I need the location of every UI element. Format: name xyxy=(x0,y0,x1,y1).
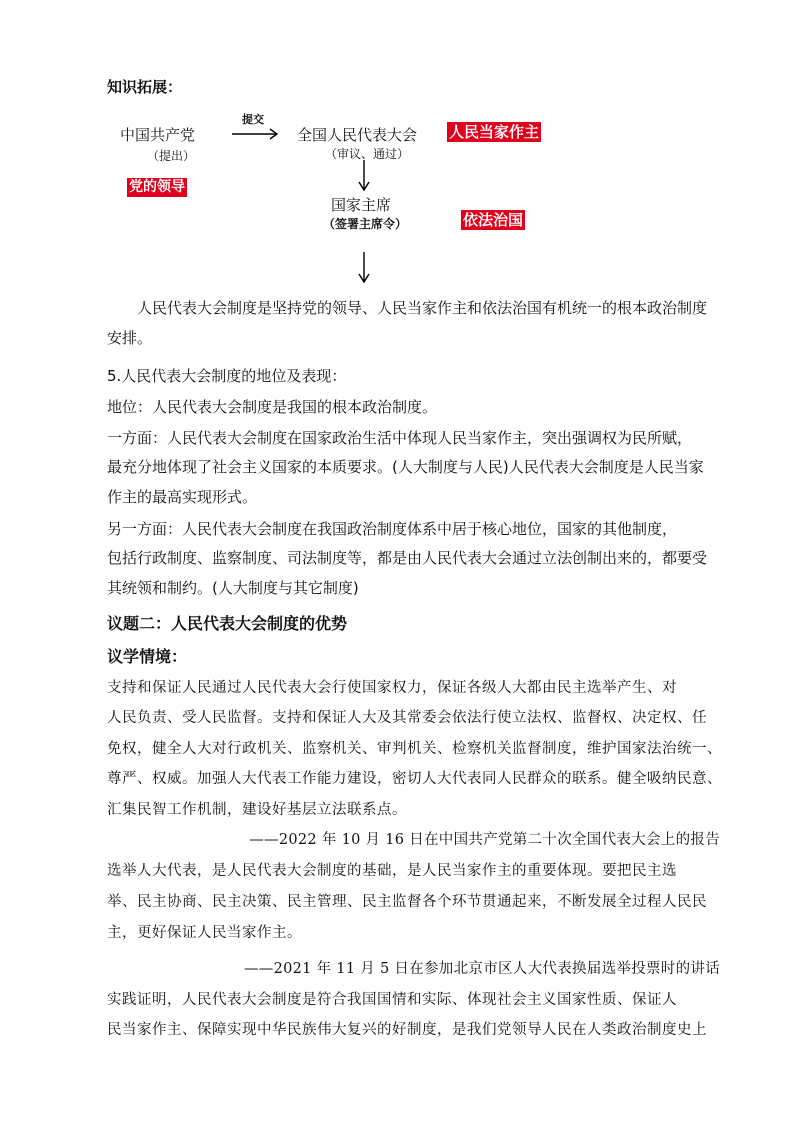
president-label: 国家主席 xyxy=(331,196,392,214)
topic-2-heading: 议题二：人民代表大会制度的优势 xyxy=(107,614,348,633)
paragraph-line: 最充分地体现了社会主义国家的本质要求。(人大制度与人民)人民代表大会制度是人民当家 xyxy=(107,458,704,476)
paragraph-line: 作主的最高实现形式。 xyxy=(107,488,258,506)
quote-source: ——2022 年 10 月 16 日在中国共产党第二十次全国代表大会上的报告 xyxy=(249,832,720,848)
quote-line: 免权，健全人大对行政机关、监察机关、审判机关、检察机关监督制度，维护国家法治统一、 xyxy=(107,741,722,757)
npc-sub-label: （审议、通过） xyxy=(325,147,410,161)
paragraph-line: 其统领和制约。(人大制度与其它制度) xyxy=(107,579,359,597)
quote-line: 民当家作主、保障实现中华民族伟大复兴的好制度，是我们党领导人民在人类政治制度史上 xyxy=(107,1022,707,1038)
quote-source: ——2021 年 11 月 5 日在参加北京市区人大代表换届选举投票时的讲话 xyxy=(243,961,720,977)
people-master-badge: 人民当家作主 xyxy=(449,123,540,141)
down-arrow-icon-2 xyxy=(357,252,371,284)
quote-line: 汇集民智工作机制，建设好基层立法联系点。 xyxy=(107,802,407,818)
down-arrow-icon xyxy=(357,160,371,192)
status-line: 地位：人民代表大会制度是我国的根本政治制度。 xyxy=(107,398,438,416)
paragraph-line: 安排。 xyxy=(107,329,153,347)
president-sub-label: （签署主席令） xyxy=(323,217,408,231)
quote-line: 选举人大代表，是人民代表大会制度的基础，是人民当家作主的重要体现。要把民主选 xyxy=(107,863,677,879)
knowledge-extension-heading: 知识拓展： xyxy=(107,78,183,96)
party-label: 中国共产党 xyxy=(120,126,196,144)
quote-line: 举、民主协商、民主决策、民主管理、民主监督各个环节贯通起来，不断发展全过程人民民 xyxy=(107,894,707,910)
rule-of-law-badge: 依法治国 xyxy=(463,211,524,229)
right-arrow-icon xyxy=(232,128,280,140)
paragraph-line: 包括行政制度、监察制度、司法制度等，都是由人民代表大会通过立法创制出来的，都要受 xyxy=(107,549,708,567)
paragraph-line: 一方面：人民代表大会制度在国家政治生活中体现人民当家作主，突出强调权为民所赋， xyxy=(107,429,693,447)
submit-label: 提交 xyxy=(242,113,264,126)
quote-line: 实践证明，人民代表大会制度是符合我国国情和实际、体现社会主义国家性质、保证人 xyxy=(107,992,677,1008)
paragraph-line: 另一方面：人民代表大会制度在我国政治制度体系中居于核心地位，国家的其他制度， xyxy=(107,520,678,538)
quote-line: 支持和保证人民通过人民代表大会行使国家权力，保证各级人大都由民主选举产生、对 xyxy=(107,680,677,696)
quote-line: 人民负责、受人民监督。支持和保证人大及其常委会依法行使立法权、监督权、决定权、任 xyxy=(107,710,707,726)
quote-line: 尊严、权威。加强人大代表工作能力建设，密切人大代表同人民群众的联系。健全吸纳民意、 xyxy=(107,771,722,787)
party-sub-label: （提出） xyxy=(147,149,196,163)
context-heading: 议学情境： xyxy=(107,647,188,666)
party-leadership-badge: 党的领导 xyxy=(129,179,185,195)
quote-line: 主，更好保证人民当家作主。 xyxy=(107,925,302,941)
npc-label: 全国人民代表大会 xyxy=(297,126,418,144)
paragraph-line: 人民代表大会制度是坚持党的领导、人民当家作主和依法治国有机统一的根本政治制度 xyxy=(137,299,708,317)
item-5-heading: 5.人民代表大会制度的地位及表现： xyxy=(107,367,347,385)
